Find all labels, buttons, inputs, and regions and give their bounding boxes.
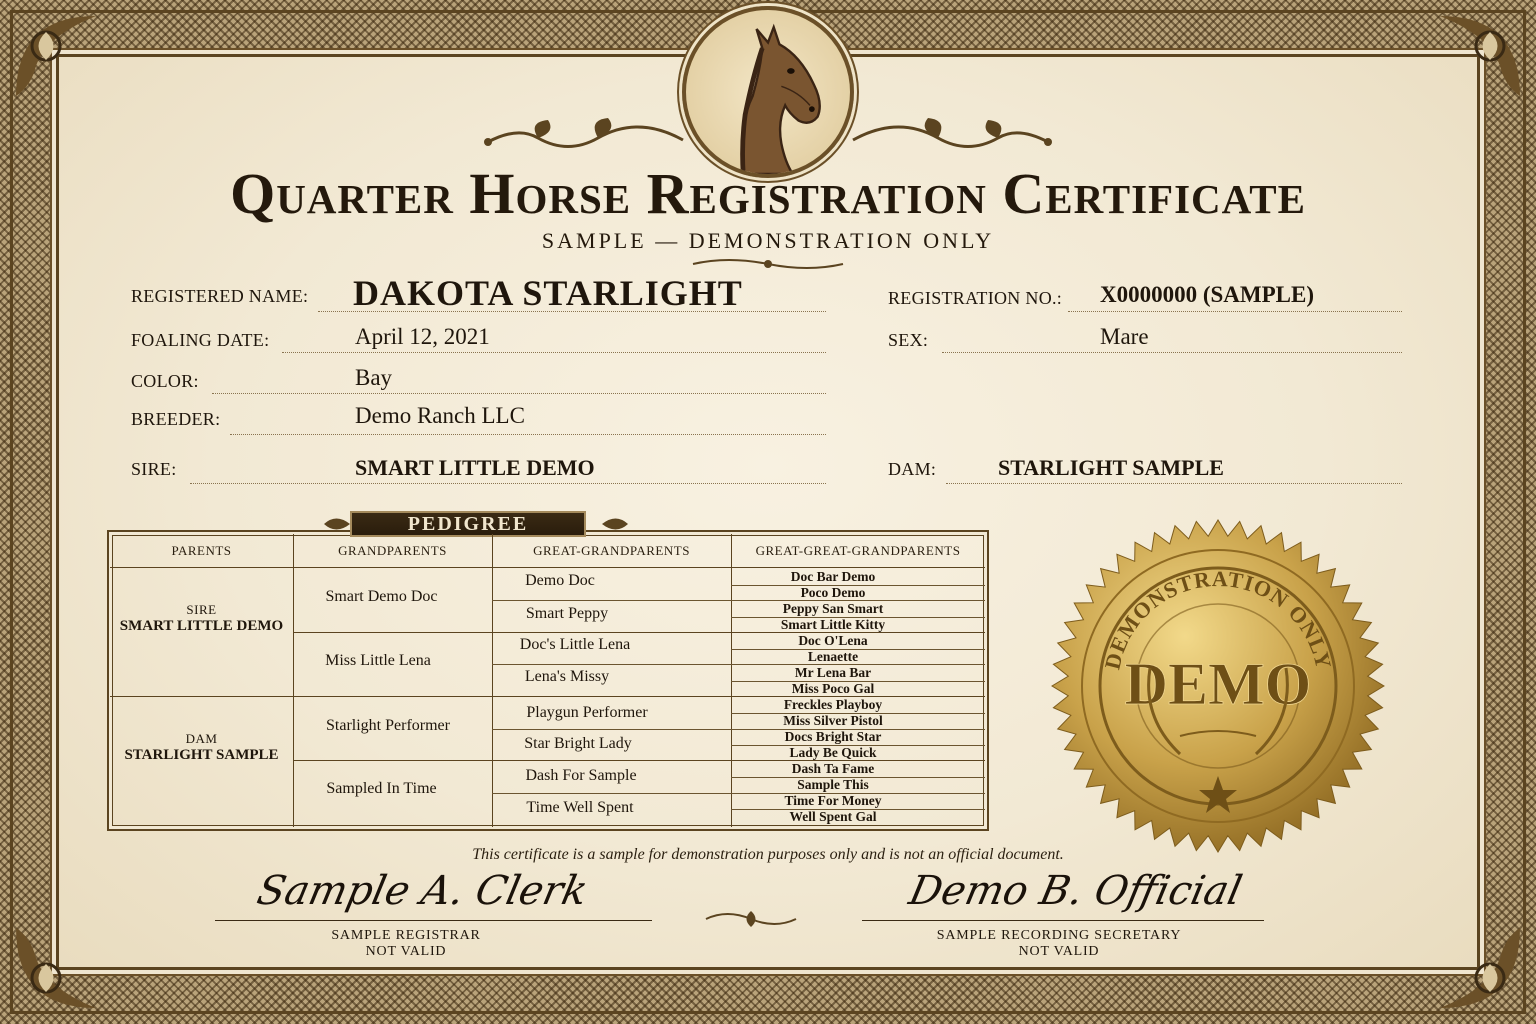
parent-name: STARLIGHT SAMPLE: [124, 747, 279, 763]
center-flourish: [702, 907, 800, 931]
certificate-subtitle: SAMPLE — DEMONSTRATION ONLY: [541, 228, 995, 253]
horse-head-medallion: [682, 6, 854, 178]
pedigree-header-great-great-grandparents: GREAT-GREAT-GRANDPARENTS: [755, 543, 961, 558]
registration-no-label: REGISTRATION NO.:: [888, 288, 1063, 308]
field-line: [230, 434, 826, 435]
flourish-right: [848, 110, 1058, 160]
great-grandparent: Star Bright Lady: [524, 735, 632, 752]
great-great-grandparent: Well Spent Gal: [789, 809, 877, 824]
subtitle-flourish: [688, 254, 848, 274]
registered-name-label: REGISTERED NAME:: [131, 286, 309, 306]
corner-ornament-top-left: [6, 6, 106, 106]
parent-role: DAM: [185, 731, 218, 746]
great-great-grandparent: Poco Demo: [800, 585, 866, 600]
great-grandparent: Dash For Sample: [525, 767, 637, 784]
great-great-grandparent: Peppy San Smart: [782, 601, 884, 616]
great-grandparent: Smart Peppy: [525, 605, 609, 622]
color-value: Bay: [355, 365, 393, 390]
signature-caption-registrar: [215, 928, 597, 960]
sire-value: SMART LITTLE DEMO: [355, 455, 595, 480]
great-grandparent: Playgun Performer: [526, 704, 648, 721]
signature-note: NOT VALID: [1018, 944, 1100, 959]
horse-head-icon: [686, 10, 850, 174]
color-label: COLOR:: [131, 371, 199, 391]
field-line: [1068, 311, 1402, 312]
great-grandparent: Time Well Spent: [526, 799, 634, 816]
great-great-grandparent: Dash Ta Fame: [791, 761, 875, 776]
breeder-value: Demo Ranch LLC: [355, 403, 525, 428]
header-divider: [110, 567, 985, 568]
great-great-grandparent: Miss Silver Pistol: [783, 713, 883, 728]
pedigree-banner: PEDIGREE: [350, 511, 586, 537]
great-great-grandparent: Smart Little Kitty: [780, 617, 886, 632]
signature-caption-secretary: [862, 928, 1256, 960]
flourish-left: [478, 110, 688, 160]
foaling-date-label: FOALING DATE:: [131, 330, 270, 350]
great-grandparent: Doc's Little Lena: [519, 636, 631, 653]
seal-ring-text: DEMONSTRATION ONLY: [1099, 565, 1337, 672]
great-great-grandparent: Lady Be Quick: [789, 745, 877, 760]
grandparent: Sampled In Time: [326, 780, 437, 797]
field-line: [946, 483, 1402, 484]
great-great-grandparent: Lenaette: [807, 649, 859, 664]
certificate-title: Quarter Horse Registration Certificate: [230, 161, 1306, 226]
registration-no-value: X0000000 (SAMPLE): [1100, 282, 1315, 307]
signature-note: NOT VALID: [365, 944, 447, 959]
signature-line: [862, 920, 1264, 921]
great-great-grandparent: Sample This: [797, 777, 869, 792]
great-great-grandparent: Mr Lena Bar: [794, 665, 872, 680]
foaling-date-value: April 12, 2021: [355, 324, 490, 349]
grandparent: Miss Little Lena: [325, 652, 431, 669]
dam-label: DAM:: [888, 459, 937, 479]
parent-name: SMART LITTLE DEMO: [119, 618, 284, 634]
great-grandparent: Demo Doc: [525, 572, 595, 589]
sex-value: Mare: [1100, 324, 1149, 349]
gold-demo-seal: [1050, 518, 1386, 854]
great-great-grandparent: Doc Bar Demo: [790, 569, 876, 584]
great-great-grandparent: Docs Bright Star: [784, 729, 882, 744]
signature-secretary: Demo B. Official: [905, 868, 1246, 914]
pedigree-header-great-grandparents: GREAT-GRANDPARENTS: [533, 543, 690, 558]
great-great-grandparent: Miss Poco Gal: [791, 681, 875, 696]
signature-line: [215, 920, 652, 921]
field-line: [282, 352, 826, 353]
corner-ornament-top-right: [1430, 6, 1530, 106]
seal-center-text: DEMO: [1124, 651, 1312, 717]
parent-sire: [110, 602, 293, 635]
pedigree-header-parents: PARENTS: [171, 543, 232, 558]
field-line: [212, 393, 826, 394]
great-grandparent: Lena's Missy: [524, 668, 610, 685]
field-line: [942, 352, 1402, 353]
parent-dam: [110, 731, 293, 764]
great-great-grandparent: Time For Money: [784, 793, 882, 808]
pedigree-header-grandparents: GRANDPARENTS: [338, 543, 447, 558]
signature-title: SAMPLE RECORDING SECRETARY: [936, 928, 1182, 943]
field-line: [318, 311, 826, 312]
corner-ornament-bottom-right: [1430, 918, 1530, 1018]
sex-label: SEX:: [888, 330, 929, 350]
field-line: [190, 483, 826, 484]
great-great-grandparent: Freckles Playboy: [783, 697, 883, 712]
registered-name-value: DAKOTA STARLIGHT: [353, 273, 743, 313]
great-great-grandparent: Doc O'Lena: [798, 633, 868, 648]
signature-registrar: Sample A. Clerk: [253, 868, 592, 914]
grandparent: Smart Demo Doc: [325, 588, 438, 605]
signature-title: SAMPLE REGISTRAR: [331, 928, 481, 943]
corner-ornament-bottom-left: [6, 918, 106, 1018]
breeder-label: BREEDER:: [131, 409, 221, 429]
sire-label: SIRE:: [131, 459, 177, 479]
disclaimer-text: This certificate is a sample for demonstration purposes only and is not an official document.: [472, 846, 1064, 863]
grandparent: Starlight Performer: [326, 717, 450, 734]
dam-value: STARLIGHT SAMPLE: [998, 455, 1224, 480]
parent-role: SIRE: [186, 602, 217, 617]
